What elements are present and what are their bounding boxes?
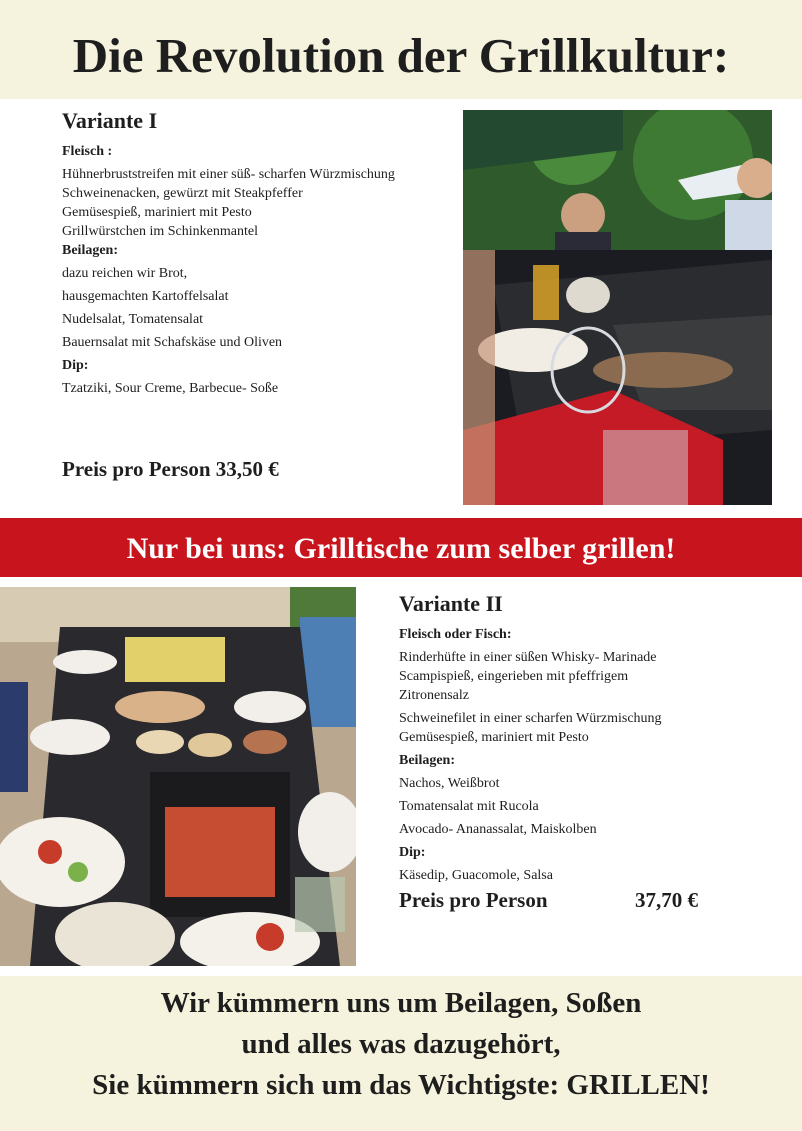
variant-2-side-item: Tomatensalat mit Rucola	[399, 799, 539, 814]
variant-1-title: Variante I	[62, 108, 158, 133]
page-title: Die Revolution der Grillkultur:	[72, 28, 730, 83]
footer-line: Wir kümmern uns um Beilagen, Soßen	[160, 987, 642, 1019]
grill-table-photo-2-illustration	[0, 587, 356, 966]
variant-2-meat-item: Scampispieß, eingerieben mit pfeffrigem	[399, 669, 629, 684]
grill-table-photo-1-illustration	[463, 110, 772, 505]
variant-2-section	[399, 592, 769, 885]
variant-2-meat-item: Gemüsespieß, mariniert mit Pesto	[399, 730, 589, 745]
variant-2-dip-items: Käsedip, Guacomole, Salsa	[399, 868, 553, 883]
footer-line: Sie kümmern sich um das Wichtigste: GRILLEN!	[92, 1069, 710, 1101]
grill-table-photo-1	[463, 110, 772, 505]
footer-line: und alles was dazugehört,	[241, 1028, 561, 1060]
variant-2-side-item: Nachos, Weißbrot	[399, 776, 500, 791]
variant-2-meat-item: Schweinefilet in einer scharfen Würzmischung	[399, 711, 662, 726]
variant-1-side-item: Nudelsalat, Tomatensalat	[62, 312, 204, 327]
variant-2-title: Variante II	[399, 591, 503, 616]
variant-1-dip-items: Tzatziki, Sour Creme, Barbecue- Soße	[62, 381, 279, 396]
variant-1-side-item: dazu reichen wir Brot,	[62, 266, 188, 281]
variant-1-sides-label: Beilagen:	[62, 243, 118, 258]
variant-1-section	[62, 109, 457, 398]
variant-2-dip-label: Dip:	[399, 845, 426, 860]
banner-text: Nur bei uns: Grilltische zum selber grillen!	[126, 532, 676, 565]
variant-1-side-item: Bauernsalat mit Schafskäse und Oliven	[62, 335, 283, 350]
variant-1-meat-item: Grillwürstchen im Schinkenmantel	[62, 224, 258, 239]
variant-2-price-value: 37,70 €	[635, 888, 698, 912]
variant-2-meat-item: Zitronensalz	[399, 688, 469, 703]
variant-2-side-item: Avocado- Ananassalat, Maiskolben	[399, 822, 597, 837]
variant-2-sides-label: Beilagen:	[399, 753, 455, 768]
variant-1-side-item: hausgemachten Kartoffelsalat	[62, 289, 229, 304]
grill-table-photo-2	[0, 587, 356, 966]
variant-1-meat-item: Hühnerbruststreifen mit einer süß- scharfen Würzmischung	[62, 167, 395, 182]
variant-1-dip-label: Dip:	[62, 358, 89, 373]
variant-1-price: Preis pro Person 33,50 €	[62, 457, 279, 481]
variant-1-meat-item: Gemüsespieß, mariniert mit Pesto	[62, 205, 252, 220]
variant-2-meat-label: Fleisch oder Fisch:	[399, 627, 512, 642]
variant-1-meat-item: Schweinenacken, gewürzt mit Steakpfeffer	[62, 186, 303, 201]
variant-2-price-label: Preis pro Person	[399, 888, 548, 912]
variant-1-meat-label: Fleisch :	[62, 144, 113, 159]
variant-2-meat-item: Rinderhüfte in einer süßen Whisky- Marinade	[399, 650, 657, 665]
